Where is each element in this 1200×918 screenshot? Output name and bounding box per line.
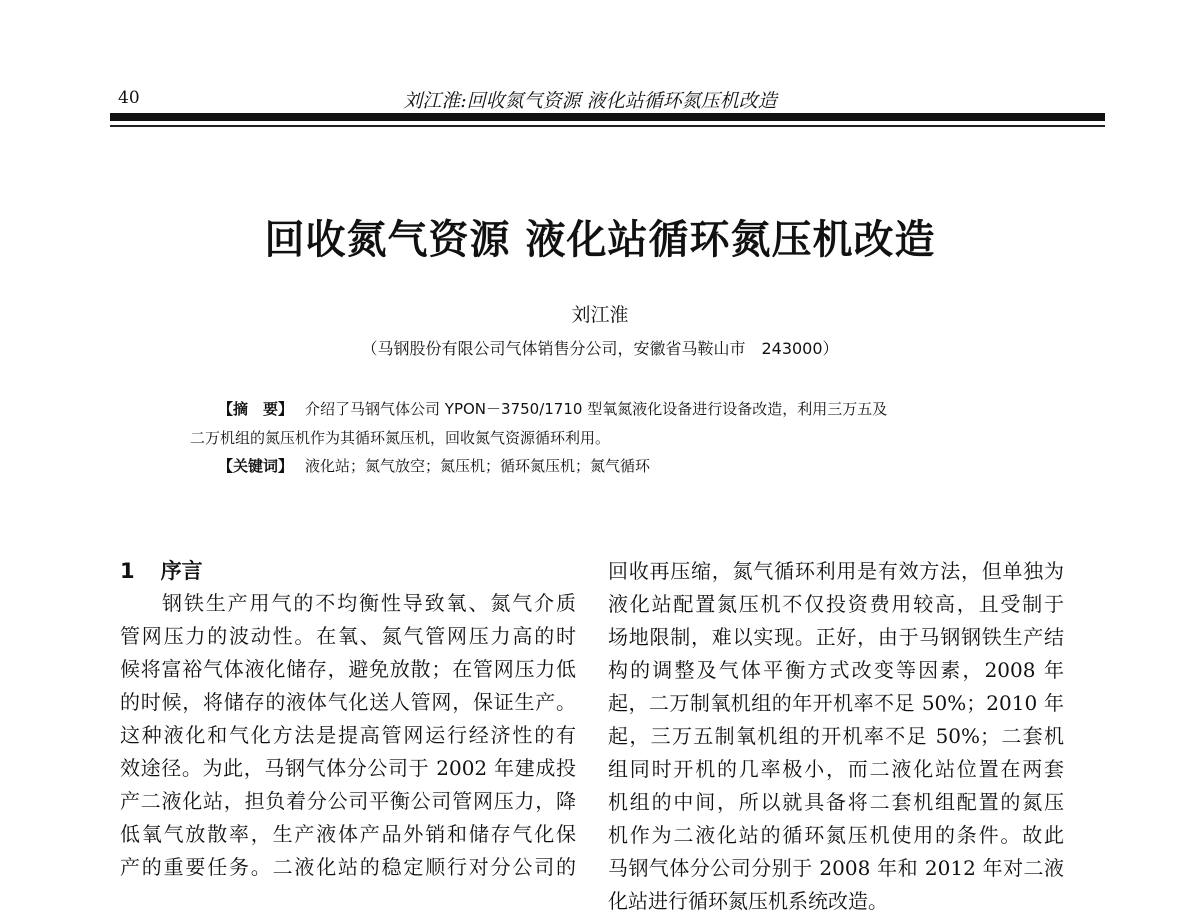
text-line: 起，二万制氧机组的年开机率不足 50%；2010 年 [608,691,1064,715]
abstract-line: 二万机组的氮压机作为其循环氮压机，回收氮气资源循环利用。 [190,429,611,447]
text-line: 候将富裕气体液化储存，避免放散；在管网压力低 [120,657,576,681]
text-line: 产的重要任务。二液化站的稳定顺行对分公司的 [120,855,576,879]
abstract-line [218,398,887,419]
text-line: 的时候，将储存的液体气化送人管网，保证生产。 [120,690,576,714]
author: 刘江淮 [571,304,629,326]
keywords-label: 【关键词】 [218,457,294,475]
left-column [120,587,576,884]
abstract-label: 【摘 要】 [218,400,294,418]
keywords-text: 液化站；氮气放空；氮压机；循环氮压机；氮气循环 [305,457,651,475]
text-line: 机组的中间，所以就具备将二套机组配置的氮压 [608,790,1064,814]
abstract-text: 介绍了马钢气体公司 YPON－3750/1710 型氧氮液化设备进行设备改造，利用三万五及 [305,400,888,418]
text-line: 组同时开机的几率极小，而二液化站位置在两套 [608,757,1064,781]
text-line: 低氧气放散率，生产液体产品外销和储存气化保 [120,822,576,846]
text-line: 管网压力的波动性。在氧、氮气管网压力高的时 [120,624,576,648]
keywords-line [218,455,650,476]
text-line: 液化站配置氮压机不仅投资费用较高，且受制于 [608,592,1064,616]
text-line: 产二液化站，担负着分公司平衡公司管网压力，降 [120,789,576,813]
text-line: 这种液化和气化方法是提高管网运行经济性的有 [120,723,576,747]
running-header: 刘江淮:回收氮气资源 液化站循环氮压机改造 [403,90,777,112]
text-line: 起，三万五制氧机组的开机率不足 50%；二套机 [608,724,1064,748]
page-number: 40 [118,88,140,108]
text-line: 机作为二液化站的循环氮压机使用的条件。故此 [608,823,1064,847]
section-heading [120,555,203,585]
text-line: 场地限制，难以实现。正好，由于马钢钢铁生产结 [608,625,1064,649]
text-line: 化站进行循环氮压机系统改造。 [608,889,888,913]
affiliation: （马钢股份有限公司气体销售分公司，安徽省马鞍山市 243000） [361,339,839,358]
text-line: 马钢气体分公司分别于 2008 年和 2012 年对二液 [608,856,1064,880]
section-title: 序言 [160,559,203,583]
header-rule-thick [110,113,1105,121]
right-column [608,555,1064,918]
text-line: 效途径。为此，马钢气体分公司于 2002 年建成投 [120,756,576,780]
article-title: 回收氮气资源 液化站循环氮压机改造 [264,216,936,263]
text-line: 钢铁生产用气的不均衡性导致氧、氮气介质 [162,591,576,615]
text-line: 构的调整及气体平衡方式改变等因素，2008 年 [608,658,1064,682]
header-rule-thin [110,125,1105,127]
section-number: 1 [120,559,135,583]
text-line: 回收再压缩，氮气循环利用是有效方法，但单独为 [608,559,1064,583]
